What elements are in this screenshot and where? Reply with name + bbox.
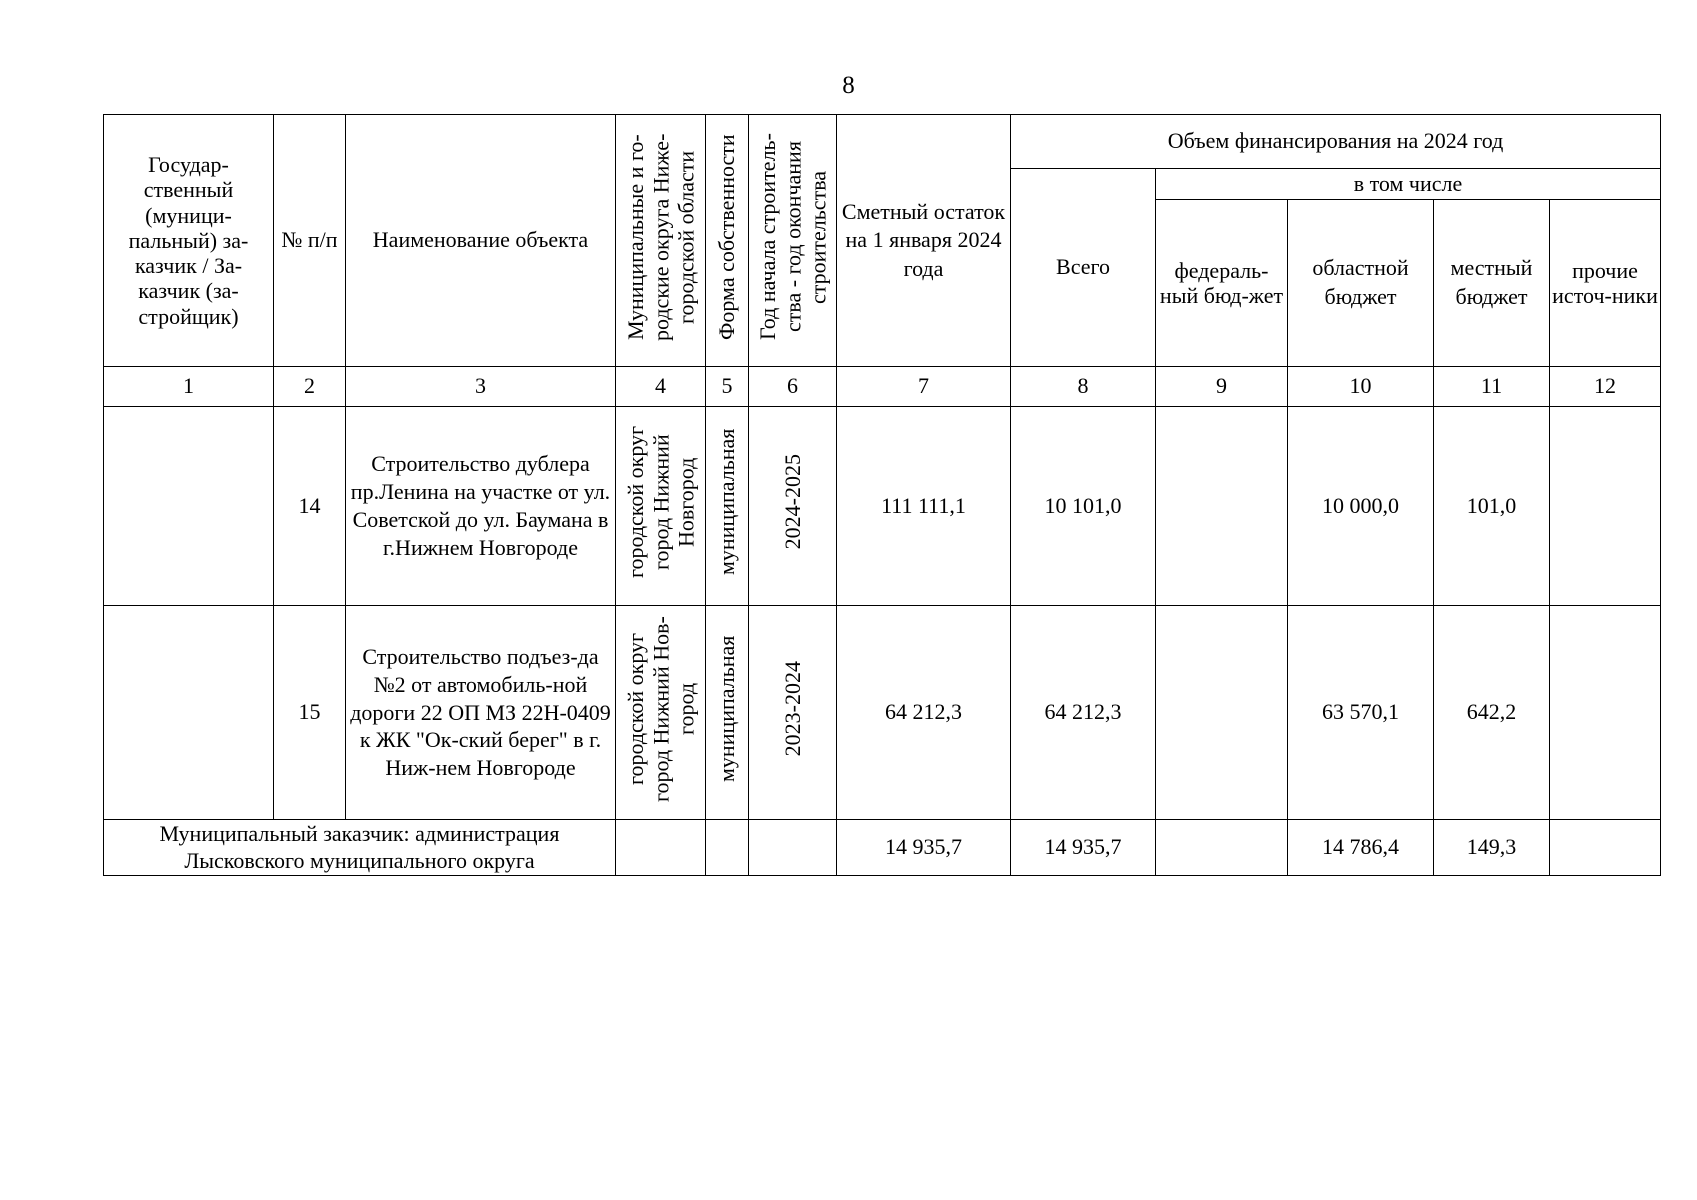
column-number: 6 <box>749 367 837 407</box>
header-ownership <box>706 115 749 367</box>
row-years-text: 2023-2024 <box>779 660 805 757</box>
column-number: 8 <box>1011 367 1156 407</box>
column-number: 10 <box>1288 367 1434 407</box>
column-number: 4 <box>616 367 706 407</box>
row-customer <box>104 407 274 606</box>
column-number: 7 <box>837 367 1011 407</box>
summary-regional: 14 786,4 <box>1288 820 1434 876</box>
summary-municipality <box>616 820 706 876</box>
row-estimate: 64 212,3 <box>837 605 1011 820</box>
summary-ownership <box>706 820 749 876</box>
header-num: № п/п <box>274 115 346 367</box>
row-municipality <box>616 407 706 606</box>
row-ownership <box>706 407 749 606</box>
row-estimate: 111 111,1 <box>837 407 1011 606</box>
header-customer: Государ-ственный (муници-пальный) за-казчик / За-казчик (за-стройщик) <box>104 115 274 367</box>
header-regional: областной бюджет <box>1288 200 1434 367</box>
header-federal: федераль-ный бюд-жет <box>1156 200 1288 367</box>
row-ownership-text: муниципальная <box>714 635 740 782</box>
column-number-row <box>104 367 1661 407</box>
header-estimate: Сметный остаток на 1 января 2024 года <box>837 115 1011 367</box>
header-row-1 <box>104 115 1661 169</box>
summary-row <box>104 820 1661 876</box>
header-other: прочие источ-ники <box>1550 200 1661 367</box>
column-number: 9 <box>1156 367 1288 407</box>
row-municipality-text: городской округ город Нижний Нов-город <box>622 615 699 802</box>
summary-label: Муниципальный заказчик: администрация Лысковского муниципального округа <box>104 820 616 876</box>
row-municipality-text: городской округ город Нижний Новгород <box>622 425 699 579</box>
row-object-name: Строительство подъез-да №2 от автомобиль-ной дороги 22 ОП МЗ 22Н-0409 к ЖК "Ок-ский берег" в г. Ниж-нем Новгороде <box>346 605 616 820</box>
header-municipality-text: Муниципальные и го-родские округа Ниже-городской области <box>622 133 699 341</box>
row-regional: 63 570,1 <box>1288 605 1434 820</box>
header-including: в том числе <box>1156 169 1661 200</box>
table-row <box>104 605 1661 820</box>
row-municipality <box>616 605 706 820</box>
header-years <box>749 115 837 367</box>
table-row <box>104 407 1661 606</box>
row-num: 14 <box>274 407 346 606</box>
row-object-name: Строительство дублера пр.Ленина на участке от ул. Советской до ул. Баумана в г.Нижнем Новгороде <box>346 407 616 606</box>
summary-estimate: 14 935,7 <box>837 820 1011 876</box>
header-local: местный бюджет <box>1434 200 1550 367</box>
row-local: 642,2 <box>1434 605 1550 820</box>
summary-years <box>749 820 837 876</box>
header-total: Всего <box>1011 169 1156 367</box>
header-municipality <box>616 115 706 367</box>
row-total: 64 212,3 <box>1011 605 1156 820</box>
header-funding-group: Объем финансирования на 2024 год <box>1011 115 1661 169</box>
page-number: 8 <box>842 72 855 99</box>
header-object-name: Наименование объекта <box>346 115 616 367</box>
row-years <box>749 605 837 820</box>
column-number: 5 <box>706 367 749 407</box>
row-federal <box>1156 407 1288 606</box>
header-ownership-text: Форма собственности <box>714 133 740 340</box>
row-other <box>1550 407 1661 606</box>
column-number: 1 <box>104 367 274 407</box>
row-local: 101,0 <box>1434 407 1550 606</box>
row-years <box>749 407 837 606</box>
column-number: 2 <box>274 367 346 407</box>
row-ownership-text: муниципальная <box>714 428 740 576</box>
summary-other <box>1550 820 1661 876</box>
row-num: 15 <box>274 605 346 820</box>
row-other <box>1550 605 1661 820</box>
row-federal <box>1156 605 1288 820</box>
row-regional: 10 000,0 <box>1288 407 1434 606</box>
funding-table <box>103 114 1661 876</box>
summary-total: 14 935,7 <box>1011 820 1156 876</box>
summary-local: 149,3 <box>1434 820 1550 876</box>
column-number: 12 <box>1550 367 1661 407</box>
row-total: 10 101,0 <box>1011 407 1156 606</box>
row-customer <box>104 605 274 820</box>
column-number: 3 <box>346 367 616 407</box>
row-ownership <box>706 605 749 820</box>
column-number: 11 <box>1434 367 1550 407</box>
header-years-text: Год начала строитель-ства - год окончания строительства <box>754 133 831 341</box>
row-years-text: 2024-2025 <box>779 454 805 550</box>
summary-federal <box>1156 820 1288 876</box>
